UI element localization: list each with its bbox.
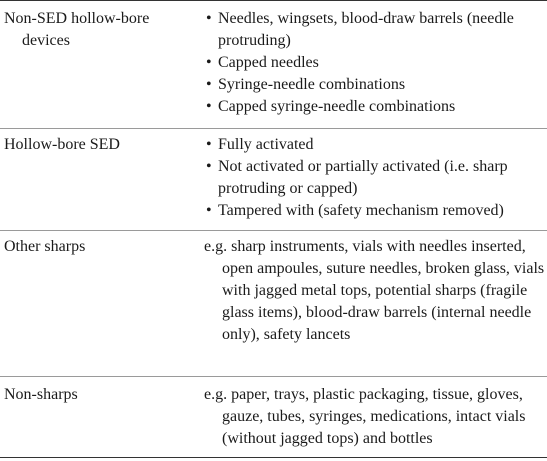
list-item	[204, 8, 546, 52]
list-item	[204, 74, 546, 96]
category-label: Hollow-bore SED	[4, 136, 120, 153]
list-item	[204, 134, 546, 156]
category-label-continuation: devices	[22, 32, 70, 49]
list-item-text: Fully activated	[218, 136, 314, 153]
table-bottom-rule	[0, 457, 547, 458]
list-item-text: Capped syringe-needle combinations	[218, 98, 456, 115]
list-item	[204, 96, 546, 118]
list-item-text: Syringe-needle combinations	[218, 76, 406, 93]
category-cell	[4, 384, 194, 406]
bullet-icon: •	[206, 54, 212, 71]
category-cell	[4, 134, 194, 156]
table-top-rule	[0, 0, 547, 1]
category-label: Other sharps	[4, 238, 86, 255]
category-label: Non-SED hollow-bore	[4, 10, 150, 27]
category-cell	[4, 8, 194, 52]
examples-text: e.g. paper, trays, plastic packaging, tissue, gloves, gauze, tubes, syringes, medications, intact vials (without jagged tops) and bottles	[204, 386, 526, 447]
category-cell	[4, 236, 194, 258]
items-cell	[204, 384, 546, 450]
bullet-icon: •	[206, 202, 212, 219]
row-divider	[0, 376, 547, 377]
bullet-icon: •	[206, 10, 212, 27]
bullet-icon: •	[206, 136, 212, 153]
bullet-icon: •	[206, 158, 212, 175]
items-cell	[204, 8, 546, 118]
row-divider	[0, 128, 547, 129]
list-item	[204, 156, 546, 200]
list-item-text: Not activated or partially activated (i.e. sharp protruding or capped)	[218, 158, 508, 197]
list-item	[204, 200, 546, 222]
list-item	[204, 52, 546, 74]
category-label: Non-sharps	[4, 386, 78, 403]
items-cell	[204, 236, 546, 346]
list-item-text: Tampered with (safety mechanism removed)	[218, 202, 504, 219]
list-item-text: Needles, wingsets, blood-draw barrels (needle protruding)	[218, 10, 514, 49]
row-divider	[0, 230, 547, 231]
items-cell	[204, 134, 546, 222]
bullet-icon: •	[206, 76, 212, 93]
bullet-icon: •	[206, 98, 212, 115]
list-item-text: Capped needles	[218, 54, 319, 71]
examples-text: e.g. sharp instruments, vials with needles inserted, open ampoules, suture needles, broken glass, vials with jagged metal tops, potential sharps (fragile glass items), blood-draw barrels (internal needle only), safety lancets	[204, 238, 545, 343]
